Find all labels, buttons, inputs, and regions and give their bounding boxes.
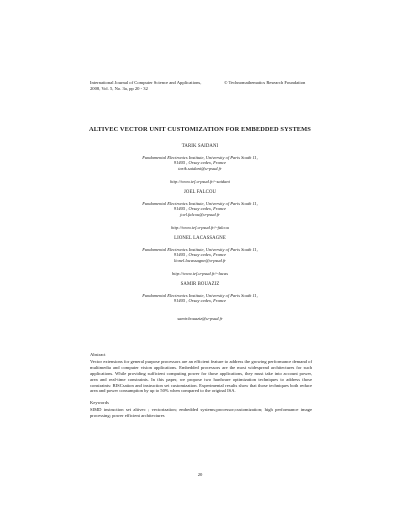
author-email: joel.falcou@u-psud.fr [180, 211, 220, 217]
author-block-1 [0, 144, 400, 185]
author-address: 91405 , Orsay cedex, France [173, 252, 227, 258]
author-address: 91405 , Orsay cedex, France [173, 206, 227, 212]
author-email: tarik.saidani@u-psud.fr [178, 165, 222, 171]
author-email: samir.bouaziz@u-psud.fr [177, 315, 223, 321]
copyright-header [224, 80, 305, 86]
author-name: SAMIR BOUAZIZ [180, 282, 220, 287]
author-name: LIONEL LACASSAGNE [174, 236, 226, 241]
abstract-section [90, 352, 312, 394]
paper-title: ALTIVEC VECTOR UNIT CUSTOMIZATION FOR EMBEDDED SYSTEMS [89, 126, 311, 133]
keywords-text: SIMD instruction set altivec ; vectorization; embedded systems;processor;customization; high performance image processing; power efficient architectures [90, 406, 312, 418]
keywords-label: Keywords [90, 400, 109, 405]
author-homepage: http://www.ief.u-psud.fr/~falcou [171, 225, 229, 231]
author-address: 91405 , Orsay cedex, France [173, 160, 227, 166]
author-affiliation: Fundamental Electronics Institute, University of Paris South 11, [142, 246, 258, 252]
abstract-text: Vector extensions for general purpose processors are an efficient feature to address the growing performance demand of multimedia and computer vision applications. Embedded processors are the most widespread architectures for such applications. While providing sufficient computing power for those applications, they must take into account power, area and real-time constraints. In this paper, we propose two hardware optimization techniques to address those constraints: RISCsation and instruction set customization. Experimental results show that those techniques both reduce area and power consumption by up to 50% when compared to the original ISA. [90, 358, 312, 394]
author-block-4 [0, 282, 400, 321]
journal-name: International Journal of Computer Science and Applications, [90, 80, 202, 85]
author-email: lionel.lacassagne@u-psud.fr [174, 257, 226, 263]
page-number: 20 [197, 472, 203, 477]
author-affiliation: Fundamental Electronics Institute, University of Paris South 11, [142, 200, 258, 206]
author-address: 91405 , Orsay cedex, France [173, 298, 227, 304]
author-affiliation: Fundamental Electronics Institute, University of Paris South 11, [142, 292, 258, 298]
author-homepage: http://www.ief.u-psud.fr/~saidani [170, 179, 230, 185]
author-block-3 [0, 236, 400, 277]
author-name: JOEL FALCOU [183, 190, 217, 195]
abstract-label: Abstract [90, 352, 106, 357]
author-block-2 [0, 190, 400, 231]
journal-volume: 2008, Vol. 5, No. 3a, pp 20 - 32 [90, 86, 148, 91]
author-name: TARIK SAIDANI [181, 144, 219, 149]
keywords-section [90, 400, 312, 419]
author-homepage: http://www.ief.u-psud.fr/~lacas [172, 271, 228, 277]
author-affiliation: Fundamental Electronics Institute, University of Paris South 11, [142, 154, 258, 160]
journal-header [90, 80, 201, 92]
copyright-text: © Technomathematics Research Foundation [224, 80, 306, 85]
